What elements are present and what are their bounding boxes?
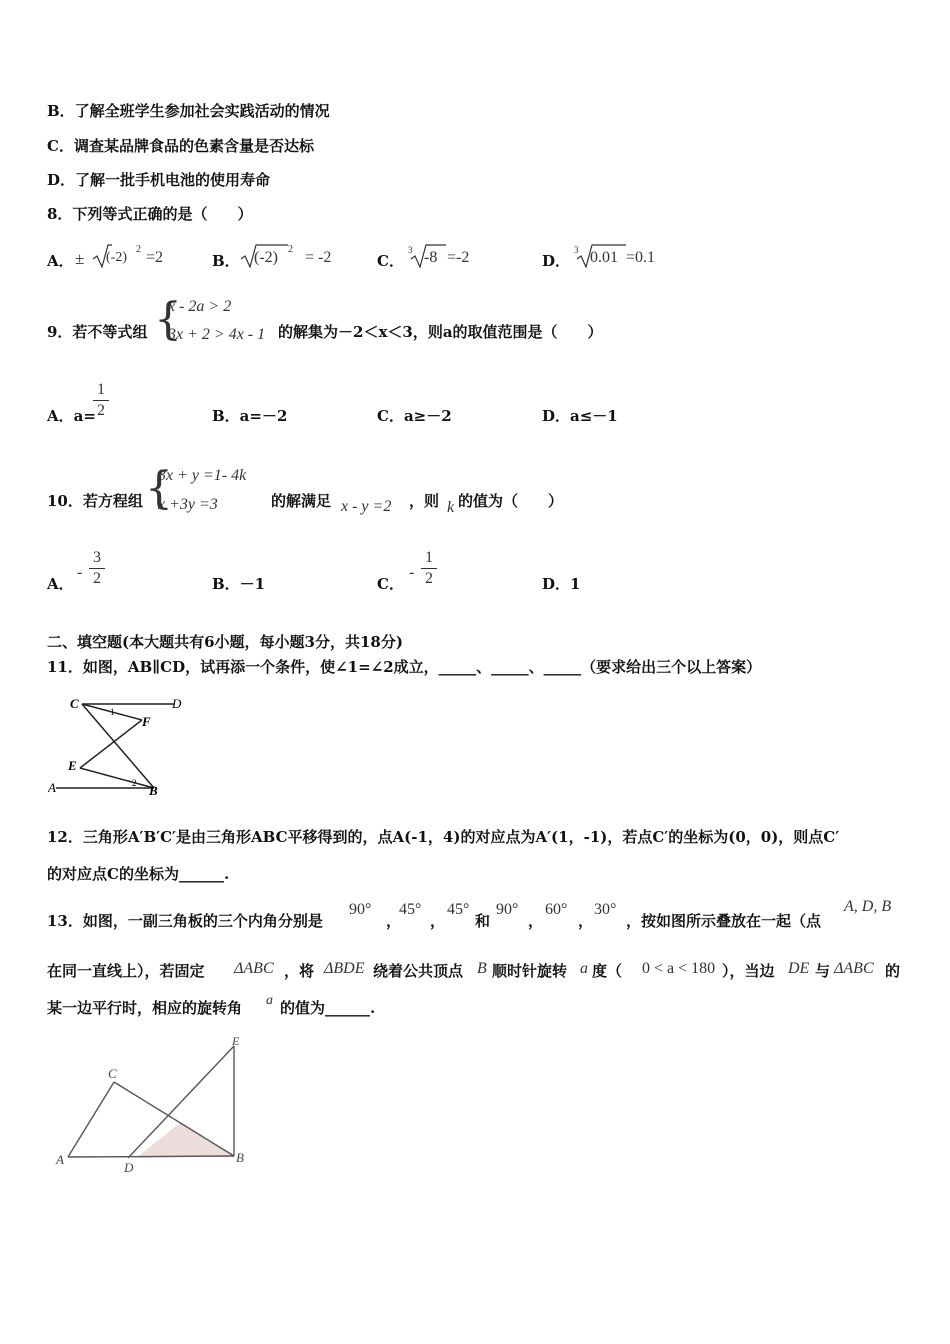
section-2-heading: 二、填空题(本大题共有6小题，每小题3分，共18分) (47, 633, 403, 651)
q8-option-b-radicand: (-2) (254, 249, 278, 266)
q10-option-d: D．1 (542, 575, 581, 593)
fig-label-f: F (142, 714, 151, 729)
comma: ， (528, 912, 544, 930)
q13-point-b: B (477, 960, 487, 977)
line-ac (68, 1082, 114, 1157)
fraction-denominator: 2 (425, 570, 433, 587)
q10-option-c-fraction (421, 548, 437, 589)
q10-mid: 的解满足 (271, 492, 332, 510)
q12-line-1: 12．三角形A′B′C′是由三角形ABC平移得到的，点A(-1，4)的对应点为A′(1，-1)，若点C′的坐标为(0，0)，则点C′ (47, 828, 840, 846)
q10-option-a-fraction (89, 548, 105, 589)
q7-option-b: B．了解全班学生参加社会实践活动的情况 (47, 102, 330, 120)
q10-equation-2: x +3y =3 (158, 496, 218, 513)
q9-option-a-label: A．a= (47, 407, 96, 425)
q13-line2-g: 与 (815, 962, 831, 980)
q13-prefix: 13．如图，一副三角板的三个内角分别是 (47, 912, 323, 930)
comma: ， (578, 912, 594, 930)
q12-line-2: 的对应点C的坐标为______. (47, 865, 230, 883)
fig-angle-2: 2 (132, 778, 137, 788)
q8-option-b-rhs: = -2 (305, 249, 332, 266)
q9-inequality-1: x - 2a > 2 (168, 298, 232, 315)
fig-label-d: D (124, 1160, 134, 1175)
q7-option-d: D．了解一批手机电池的使用寿命 (47, 171, 271, 189)
q13-line2-e: 度（ (592, 962, 623, 980)
fig-label-c: C (108, 1066, 117, 1081)
q13-angle-1: 90° (349, 901, 372, 918)
q10-option-a-label: A． (47, 575, 74, 593)
q8-option-c-index: 3 (408, 245, 413, 255)
left-brace-icon: { (154, 294, 182, 345)
q13-line2-b: ，将 (284, 962, 315, 980)
q10-option-b: B．－1 (212, 575, 266, 593)
line-adb (68, 1156, 234, 1157)
q9-prefix: 9．若不等式组 (47, 323, 148, 341)
q13-alpha-2: a (266, 993, 273, 1008)
q13-line3-b: 的值为______. (280, 999, 376, 1017)
q8-option-c-rhs: =-2 (447, 249, 470, 266)
q10-then: ，则 (409, 492, 440, 510)
fig-label-c: C (70, 696, 79, 711)
q13-triangle-bde: ΔBDE (324, 960, 365, 977)
q7-option-c: C．调查某品牌食品的色素含量是否达标 (47, 137, 314, 155)
q8-option-d-index: 3 (574, 245, 579, 255)
fig-label-a: A (48, 780, 56, 795)
q9-option-a-fraction (93, 380, 109, 421)
q13-alpha: a (580, 960, 588, 977)
q8-option-a-rhs: =2 (146, 249, 164, 266)
fig-label-e: E (68, 758, 77, 773)
fraction-denominator: 2 (97, 402, 105, 419)
q10-option-c-sign: - (409, 564, 415, 581)
q10-option-a-sign: - (77, 564, 83, 581)
line-fe (80, 720, 142, 768)
q13-edge-de: DE (788, 960, 810, 977)
q8-option-a-pm: ± (75, 249, 85, 268)
q11-text: 11．如图，AB∥CD，试再添一个条件，使∠1=∠2成立，_____、_____、_____（要求给出三个以上答案） (47, 658, 762, 676)
q8-option-a-label: A． (47, 252, 74, 270)
q8-option-d-label: D． (542, 252, 571, 270)
q13-triangle-abc-2: ΔABC (834, 960, 874, 977)
q13-angle-6: 30° (594, 901, 617, 918)
comma: ， (430, 912, 446, 930)
q10-condition: x - y =2 (341, 498, 392, 515)
fraction-denominator: 2 (93, 570, 101, 587)
q9-suffix: 的解集为－2＜x＜3，则a的取值范围是（ ） (278, 323, 603, 341)
q8-option-a-exp: 2 (136, 244, 141, 255)
fig-label-e: E (232, 1034, 240, 1048)
fig-label-a: A (56, 1152, 64, 1167)
q8-option-c-label: C． (377, 252, 404, 270)
q13-line2-h: 的 (885, 962, 901, 980)
fig-label-b: B (236, 1150, 244, 1165)
q8-option-d-radicand: 0.01 (590, 249, 618, 266)
left-brace-icon: { (145, 463, 173, 514)
q8-option-d-rhs: =0.1 (626, 249, 656, 266)
fraction-numerator: 3 (93, 549, 101, 566)
fraction-numerator: 1 (425, 549, 433, 566)
q13-points: A, D, B (844, 898, 892, 915)
q8-stem: 8．下列等式正确的是（ ） (47, 205, 253, 223)
q13-triangle-abc: ΔABC (234, 960, 274, 977)
q13-and: 和 (475, 912, 491, 930)
q11-figure (48, 692, 198, 802)
q13-line2-c: 绕着公共顶点 (373, 962, 464, 980)
q8-option-c-radicand: -8 (424, 249, 438, 266)
fig-label-b: B (149, 783, 158, 798)
q9-option-d: D．a≤－1 (542, 407, 618, 425)
q13-mid: ，按如图所示叠放在一起（点 (626, 912, 822, 930)
q8-option-b-label: B． (212, 252, 240, 270)
q13-angle-5: 60° (545, 901, 568, 918)
q13-line3-a: 某一边平行时，相应的旋转角 (47, 999, 243, 1017)
q10-suffix: 的值为（ ） (458, 492, 564, 510)
q13-angle-3: 45° (447, 901, 470, 918)
q9-option-b: B．a=－2 (212, 407, 288, 425)
q8-option-b-exp: 2 (288, 244, 293, 255)
q9-option-c: C．a≥－2 (377, 407, 452, 425)
q13-line2-a: 在同一直线上），若固定 (47, 962, 205, 980)
q10-equation-1: 3x + y =1- 4k (158, 467, 247, 484)
q13-angle-2: 45° (399, 901, 422, 918)
q10-option-c-label: C． (377, 575, 404, 593)
comma: ， (386, 912, 402, 930)
q13-angle-4: 90° (496, 901, 519, 918)
q10-prefix: 10．若方程组 (47, 492, 143, 510)
fraction-numerator: 1 (97, 381, 105, 398)
q8-option-a-radicand: (-2) (106, 250, 127, 265)
line-eb (80, 768, 154, 788)
q13-range: 0 < a < 180 (642, 960, 716, 977)
q13-figure (50, 1032, 260, 1177)
fig-angle-1: 1 (110, 707, 115, 717)
fig-label-d: D (172, 696, 182, 711)
overlap-region (136, 1122, 234, 1158)
q9-inequality-2: 3x + 2 > 4x - 1 (168, 326, 266, 343)
q13-line2-f: ），当边 (722, 962, 775, 980)
q13-line2-d: 顺时针旋转 (492, 962, 568, 980)
q10-k: k (447, 499, 455, 516)
